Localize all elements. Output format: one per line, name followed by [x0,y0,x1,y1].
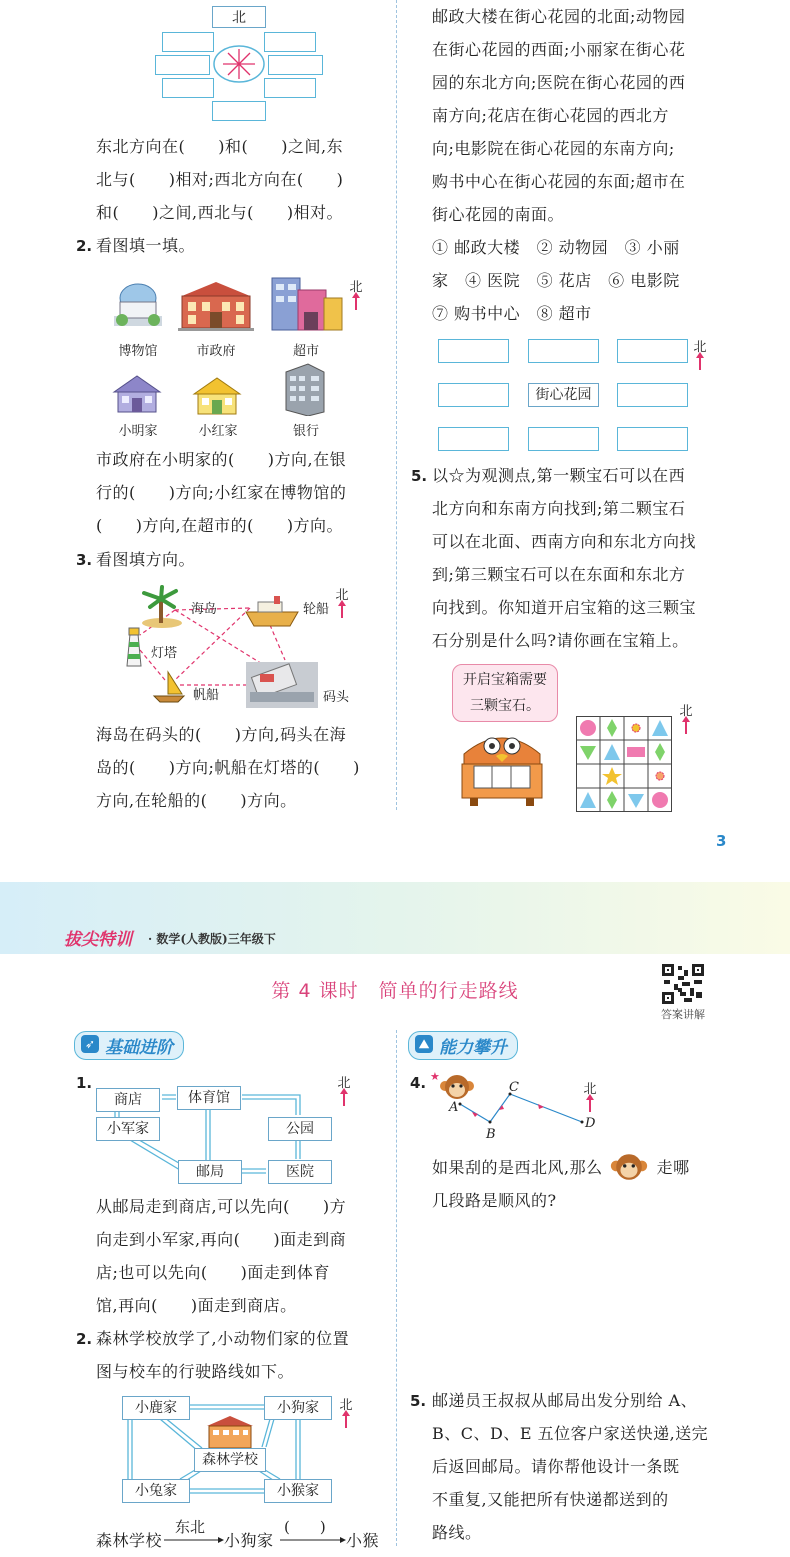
grid-box-sw [438,427,509,451]
q3-number: 3. [76,551,93,569]
b-q4-text: 如果刮的是西北风,那么 走哪 几段路是顺风的? [432,1151,690,1217]
route-arrow-2 [280,1536,346,1544]
route-mid: 小狗家 [224,1531,274,1550]
sailboat-icon [152,670,186,704]
b-q5-number: 5. [410,1392,427,1410]
q5-number: 5. [411,467,428,485]
column-divider-top [396,0,397,810]
museum-icon [110,276,166,332]
route-start: 森林学校 [96,1531,163,1550]
b-q5-text: 邮递员王叔叔从邮局出发分别给 A、 B、C、D、E 五位客户家送快递,送完 后返回邮局。请你帮他设计一条既 不重复,又能把所有快递都送到的 路线。 [432,1391,709,1542]
compass-box-ne [264,32,316,52]
north-arrow-icon [345,1414,347,1428]
grid-box-e [617,383,688,407]
school-building-icon [205,1414,255,1448]
compass-box-e [268,55,323,75]
place-hospital: 医院 [268,1160,332,1184]
label-museum: 博物馆 [118,344,158,359]
place-post-office: 邮局 [178,1160,242,1184]
label-xiaohong-home: 小红家 [198,424,238,439]
place-park: 公园 [268,1117,332,1141]
bank-icon [282,362,328,416]
label-lighthouse: 灯塔 [150,646,177,661]
compass-box-se [264,78,316,98]
point-c: C [509,1080,519,1095]
qr-label: 答案讲解 [661,1008,705,1021]
point-a: A [449,1100,459,1115]
label-dock: 码头 [322,690,349,705]
gem-grid-drawing [576,716,672,812]
difficulty-star: ★ [430,1070,440,1083]
route-dir2: ( ) [284,1518,326,1536]
grid-box-n [528,339,599,363]
place-forest-school: 森林学校 [194,1448,266,1472]
label-sailboat: 帆船 [192,688,219,703]
q5-text: 以☆为观测点,第一颗宝石可以在西 北方向和东南方向找到;第二颗宝石 可以在北面、西南方向和东北方向找 到;第三颗宝石可以在东面和东北方 向找到。你知道开启宝箱的这三颗宝 石分别是什么吗?请你画在宝箱上。 [432,466,697,650]
point-b: B [486,1127,496,1142]
grid-box-nw [438,339,509,363]
label-island: 海岛 [190,602,217,617]
q3-title: 看图填方向。 [96,550,196,569]
page-number: 3 [716,832,727,850]
north-arrow-icon [685,720,687,734]
route-end: 小猴 [346,1531,380,1550]
xiaoming-home-icon [112,374,162,414]
xiaohong-home-icon [192,376,242,416]
b-q2-north-indicator: 北 [338,1394,354,1428]
grid-box-ne [617,339,688,363]
label-city-hall: 市政府 [196,344,236,359]
b-q4-north-indicator: 北 [582,1078,598,1112]
section-basic: ➶ 基础进阶 [74,1031,184,1060]
b-q1-text: 从邮局走到商店,可以先向( )方 向走到小军家,再向( )面走到商 店;也可以先向( )面走到体育 馆,再向( )面走到商店。 [96,1197,347,1315]
lighthouse-icon [124,626,144,668]
north-arrow-icon [699,356,701,370]
route-dir1: 东北 [175,1518,206,1536]
place-xiaojun-home: 小军家 [96,1117,160,1141]
label-xiaoming-home: 小明家 [118,424,158,439]
grid-box-center: 街心花园 [528,383,599,407]
q3-text: 海岛在码头的( )方向,码头在海 岛的( )方向;帆船在灯塔的( ) 方向,在轮船的( )方向。 [96,725,360,810]
q4-text: 邮政大楼在街心花园的北面;动物园 在街心花园的西面;小丽家在街心花 园的东北方向;医院在街心花园的西 南方向;花店在街心花园的西北方 向;电影院在街心花园的东南方向; 购书中心在街心花园的东面;超市在 街心花园的南面。 ① 邮政大楼 ② 动物园 ③ 小丽 家 ④ 医院 ⑤ 花店 ⑥ 电影院 ⑦ 购书中心 ⑧ 超市 [432,7,686,323]
brand-title: 拔尖特训 [64,930,132,950]
speech-bubble: 开启宝箱需要 三颗宝石。 [452,664,558,722]
compass-box-sw [162,78,214,98]
q1-text: 东北方向在( )和( )之间,东 北与( )相对;西北方向在( ) 和( )之间,西北与( )相对。 [96,137,344,222]
north-arrow-icon [355,296,357,310]
climber-icon: ⛰ [415,1035,433,1053]
monkey-inline-icon [609,1151,649,1183]
b-q1-number: 1. [76,1074,93,1092]
supermarket-icon [270,272,344,332]
b-q2-number: 2. [76,1330,93,1348]
label-ship: 轮船 [302,602,329,617]
north-arrow-icon [343,1092,345,1106]
b-q2-text: 森林学校放学了,小动物们家的位置 图与校车的行驶路线如下。 [96,1329,350,1381]
grid-box-s [528,427,599,451]
place-store: 商店 [96,1088,160,1112]
label-bank: 银行 [292,424,319,439]
place-stadium: 体育馆 [177,1086,241,1110]
grid-box-w [438,383,509,407]
subject-label: · 数学(人教版)三年级下 [148,932,276,946]
ship-icon [244,594,300,630]
compass-box-nw [162,32,214,52]
q2-title: 看图填一填。 [96,236,196,255]
place-fawn-home: 小鹿家 [122,1396,190,1420]
grid-box-se [617,427,688,451]
b-q1-north-indicator: 北 [336,1072,352,1106]
q4-north-indicator: 北 [692,336,708,370]
compass-north-box: 北 [212,6,266,28]
lesson-title: 第 4 课时 简单的行走路线 [271,980,519,1002]
place-puppy-home: 小狗家 [264,1396,332,1420]
place-monkey-home: 小猴家 [264,1479,332,1503]
runner-icon: ➶ [81,1035,99,1053]
label-supermarket: 超市 [292,344,319,359]
column-divider-bottom [396,1030,397,1546]
compass-box-w [155,55,210,75]
qr-code-icon[interactable] [660,962,706,1006]
q5-north-indicator: 北 [678,700,694,734]
q2-text: 市政府在小明家的( )方向,在银 行的( )方向;小红家在博物馆的 ( )方向,在超市的( )方向。 [96,450,347,535]
island-icon [140,585,184,629]
place-rabbit-home: 小兔家 [122,1479,190,1503]
compass-rose-icon [212,44,266,84]
compass-box-s [212,101,266,121]
treasure-chest-icon [456,724,548,810]
q2-north-indicator: 北 [348,276,364,310]
b-q4-number: 4. [410,1074,427,1092]
north-arrow-icon [341,604,343,618]
city-hall-icon [178,280,254,332]
route-arrow-1 [164,1536,224,1544]
q3-north-indicator: 北 [334,584,350,618]
q2-number: 2. [76,237,93,255]
dock-icon [246,662,318,708]
north-arrow-icon [589,1098,591,1112]
section-advanced: ⛰ 能力攀升 [408,1031,518,1060]
point-d: D [585,1116,596,1131]
